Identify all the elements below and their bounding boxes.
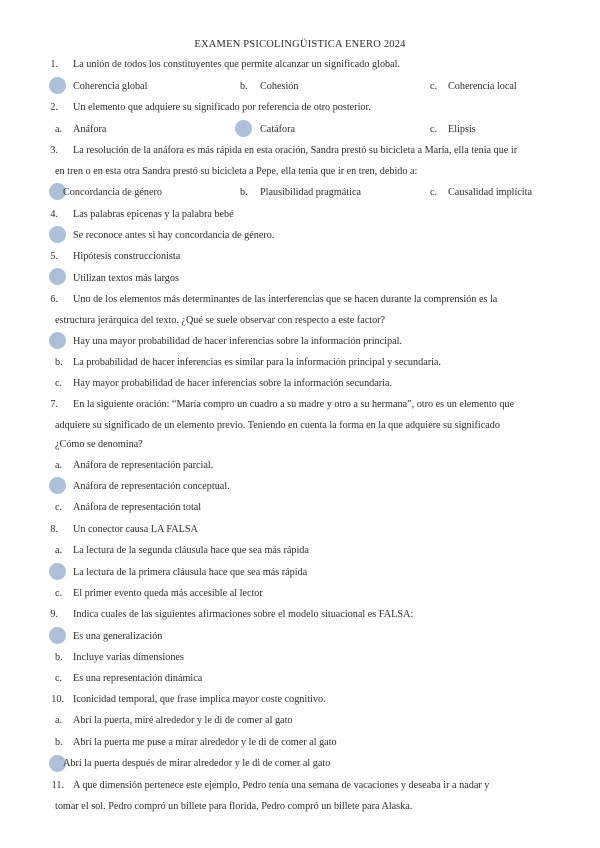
q6-option-c: Hay mayor probabilidad de hacer inferencias sobre la información secundaria. — [73, 378, 393, 389]
q10-option-c: Abrí la puerta después de mirar alrededor y le di de comer al gato — [63, 758, 331, 769]
q6-option-a: Hay una mayor probabilidad de hacer inferencias sobre la información principal. — [73, 336, 402, 347]
question-number: 7. — [50, 399, 58, 410]
answer-mark — [49, 226, 66, 243]
q2-option-b: Catáfora — [260, 124, 296, 135]
option-letter: b. — [55, 357, 63, 368]
q8-option-a: La lectura de la segunda cláusula hace que sea más rápida — [73, 545, 309, 556]
question-7-text: En la siguiente oración: “María compro un cuadro a su madre y otro a su hermana”, otro es un elemento que — [73, 399, 515, 410]
option-letter: c. — [430, 81, 438, 92]
question-3-text-cont: en tren o en esta otra Sandra prestó su bicicleta a Pepe, ella tenia que ir en tren, debido a: — [55, 166, 418, 177]
answer-mark — [49, 477, 66, 494]
question-6-text-cont: estructura jerárquica del texto. ¿Qué se suele observar con respecto a este factor? — [55, 315, 386, 326]
q9-option-b: Incluye varias dimensiones — [73, 652, 184, 663]
q8-option-b: La lectura de la primera cláusula hace que sea más rápida — [73, 567, 308, 578]
exam-title: EXAMEN PSICOLINGÜISTICA ENERO 2024 — [194, 39, 406, 50]
question-6-text: Uno de los elementos más determinantes de las interferencias que se hacen durante la comprensión es la — [73, 294, 498, 305]
option-letter: a. — [55, 715, 63, 726]
question-3-text: La resolución de la anáfora es más rápida en esta oración, Sandra prestó su bicicleta a María, ella tenia que ir — [73, 145, 518, 156]
option-letter: c. — [55, 673, 63, 684]
answer-mark — [49, 332, 66, 349]
q1-option-c: Coherencia local — [448, 81, 517, 92]
q2-option-c: Elipsis — [448, 124, 476, 135]
q7-option-a: Anáfora de representación parcial. — [73, 460, 214, 471]
question-number: 2. — [50, 102, 58, 113]
question-7-text-cont: ¿Cómo se denomina? — [55, 439, 143, 450]
q9-option-a: Es una generalización — [73, 631, 163, 642]
q3-option-a: Concordancia de género — [63, 187, 162, 198]
question-9-text: Indica cuales de las siguientes afirmaciones sobre el modelo situacional es FALSA: — [73, 609, 414, 620]
question-7-text-cont: adquiere su significado de un elemento previo. Teniendo en cuenta la forma en la que adquiere su significado — [55, 420, 500, 431]
question-11-text: A que dimensión pertenece este ejemplo, Pedro tenía una semana de vacaciones y deseaba ir a nadar y — [73, 780, 490, 791]
option-letter: c. — [430, 187, 438, 198]
question-number: 6. — [50, 294, 58, 305]
option-letter: b. — [240, 187, 248, 198]
q10-option-a: Abrí la puerta, miré alrededor y le di de comer al gato — [73, 715, 293, 726]
option-letter: a. — [55, 460, 63, 471]
question-number: 11. — [51, 780, 64, 791]
question-1-text: La unión de todos los constituyentes que permite alcanzar un significado global. — [73, 59, 401, 70]
option-letter: b. — [240, 81, 248, 92]
option-letter: c. — [55, 502, 63, 513]
option-letter: c. — [430, 124, 438, 135]
option-letter: a. — [55, 545, 63, 556]
q3-option-c: Causalidad implícita — [448, 187, 533, 198]
question-number: 9. — [50, 609, 58, 620]
question-11-text-cont: tomar el sol. Pedro compró un billete para florida, Pedro compró un billete para Alaska. — [55, 801, 413, 812]
q9-option-c: Es una representación dinámica — [73, 673, 203, 684]
q3-option-b: Plausibilidad pragmática — [260, 187, 361, 198]
q5-answer: Utilizan textos más largos — [73, 273, 179, 284]
answer-mark — [235, 120, 252, 137]
q7-option-c: Anáfora de representación total — [73, 502, 202, 513]
q2-option-a: Anáfora — [73, 124, 107, 135]
answer-mark — [49, 563, 66, 580]
q1-option-a: Coherencia global — [73, 81, 148, 92]
option-letter: b. — [55, 652, 63, 663]
q1-option-b: Cohesión — [260, 81, 299, 92]
answer-mark — [49, 627, 66, 644]
question-number: 4. — [50, 209, 58, 220]
question-number: 8. — [50, 524, 58, 535]
question-number: 5. — [50, 251, 58, 262]
option-letter: c. — [55, 588, 63, 599]
option-letter: c. — [55, 378, 63, 389]
q6-option-b: La probabilidad de hacer inferencias es similar para la información principal y secundaria. — [73, 357, 442, 368]
question-2-text: Un elemento que adquiere su significado por referencia de otro posterior. — [73, 102, 371, 113]
question-8-text: Un conector causa LA FALSA — [73, 524, 198, 535]
answer-mark — [49, 268, 66, 285]
question-number: 3. — [50, 145, 58, 156]
q8-option-c: El primer evento queda más accesible al lector — [73, 588, 263, 599]
answer-mark — [49, 77, 66, 94]
question-10-text: Iconicidad temporal, que frase implica mayor coste cognitivo. — [73, 694, 326, 705]
option-letter: a. — [55, 124, 63, 135]
q7-option-b: Anáfora de representación conceptual. — [73, 481, 230, 492]
question-number: 1. — [50, 59, 58, 70]
question-4-text: Las palabras epicenas y la palabra bebé — [73, 209, 234, 220]
question-5-text: Hipótesis construccionista — [73, 251, 181, 262]
q4-answer: Se reconoce antes si hay concordancia de género. — [73, 230, 275, 241]
option-letter: b. — [55, 737, 63, 748]
q10-option-b: Abrí la puerta me puse a mirar alrededor y le di de comer al gato — [73, 737, 337, 748]
question-number: 10. — [51, 694, 64, 705]
